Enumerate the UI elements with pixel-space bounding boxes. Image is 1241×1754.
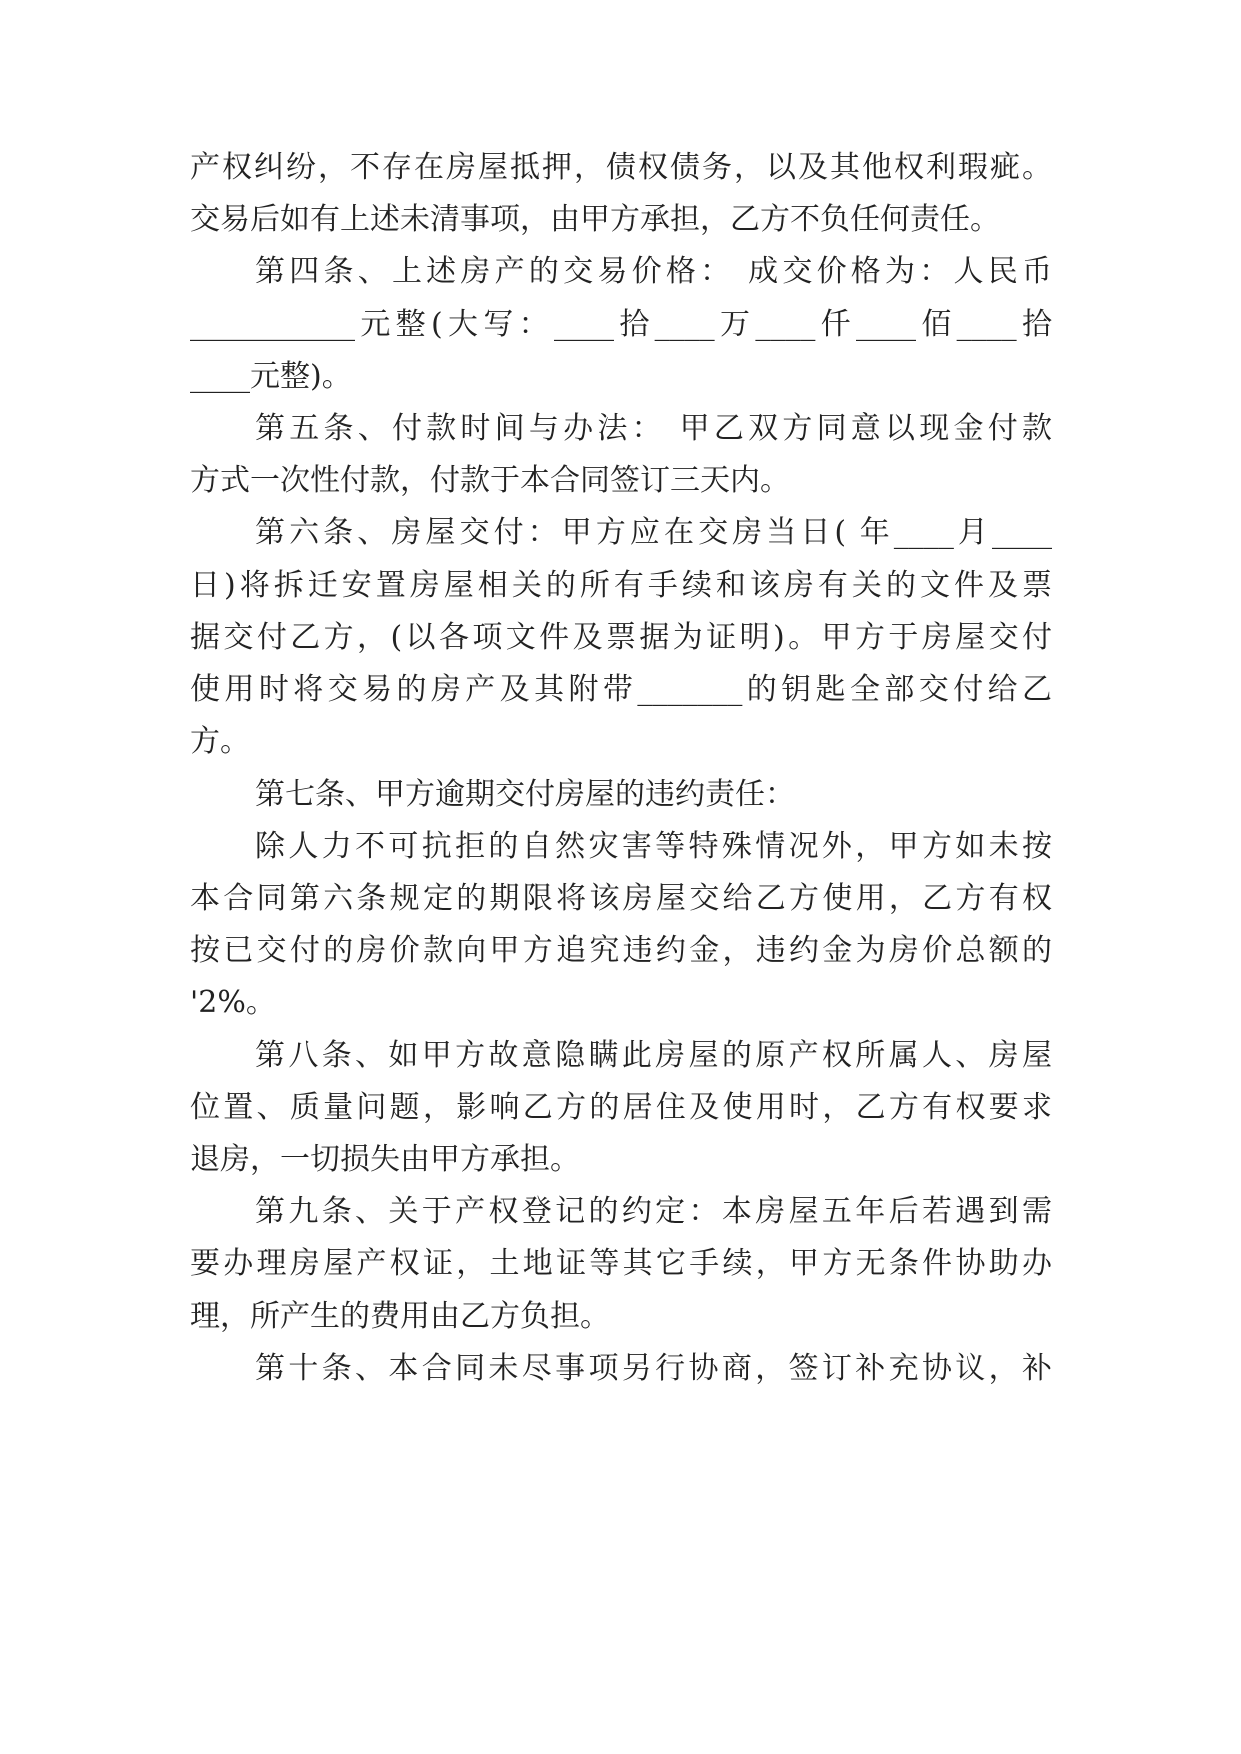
text-line: 除人力不可抗拒的自然灾害等特殊情况外，甲方如未按	[255, 829, 1052, 864]
text-line: 要办理房屋产权证，土地证等其它手续，甲方无条件协助办	[190, 1246, 1052, 1281]
text-line: 据交付乙方，(以各项文件及票据为证明)。甲方于房屋交付	[190, 620, 1052, 655]
text-line: 第五条、付款时间与办法： 甲乙双方同意以现金付款	[255, 411, 1052, 446]
text-line: 第七条、甲方逾期交付房屋的违约责任：	[255, 777, 795, 812]
text-line: 位置、质量问题，影响乙方的居住及使用时，乙方有权要求	[190, 1090, 1052, 1125]
text-line: 方。	[190, 724, 250, 759]
text-line: 第十条、本合同未尽事项另行协商，签订补充协议，补	[255, 1351, 1052, 1386]
text-line: 第八条、如甲方故意隐瞒此房屋的原产权所属人、房屋	[255, 1038, 1052, 1073]
text-line: 理，所产生的费用由乙方负担。	[190, 1299, 610, 1334]
text-line: 第九条、关于产权登记的约定：本房屋五年后若遇到需	[255, 1194, 1052, 1229]
text-line: 日)将拆迁安置房屋相关的所有手续和该房有关的文件及票	[190, 568, 1052, 603]
text-line: ___________元整(大写：____拾____万____仟____佰____拾	[190, 307, 1052, 342]
text-line: 交易后如有上述未清事项，由甲方承担，乙方不负任何责任。	[190, 202, 1000, 237]
text-line: 本合同第六条规定的期限将该房屋交给乙方使用，乙方有权	[190, 881, 1052, 916]
text-line: 退房，一切损失由甲方承担。	[190, 1142, 580, 1177]
text-line: 使用时将交易的房产及其附带_______的钥匙全部交付给乙	[190, 672, 1052, 707]
text-line: 方式一次性付款，付款于本合同签订三天内。	[190, 463, 790, 498]
text-line: '2%。	[190, 985, 276, 1020]
text-line: 第四条、上述房产的交易价格： 成交价格为：人民币	[255, 254, 1052, 289]
text-line: 第六条、房屋交付：甲方应在交房当日( 年____月____	[255, 515, 1052, 550]
text-line: 按已交付的房价款向甲方追究违约金，违约金为房价总额的	[190, 933, 1052, 968]
text-line: 产权纠纷，不存在房屋抵押，债权债务，以及其他权利瑕疵。	[190, 150, 1052, 185]
text-line: ____元整)。	[190, 359, 352, 394]
